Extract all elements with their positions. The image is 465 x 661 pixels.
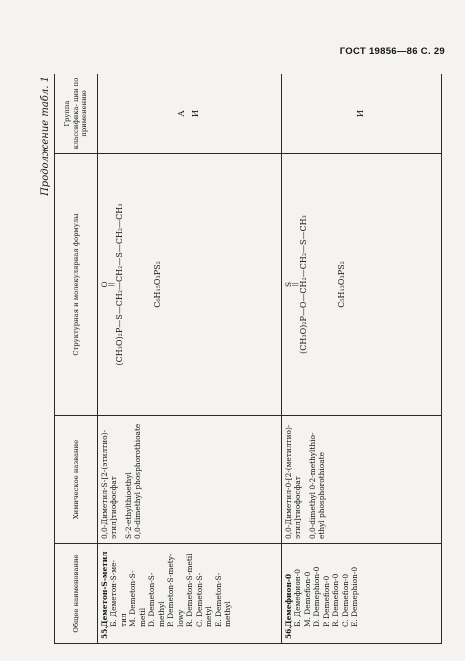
- chemical-name-en: 0,0-dimethyl phosphorothioate: [133, 423, 143, 539]
- structural-formula: (CH₃O)₂P—O—CH₂—CH₂—S—CH₃: [298, 215, 308, 354]
- structure-double-bond: ||: [292, 282, 300, 287]
- molecular-formula: C₅H₁₃O₃PS₂: [337, 261, 347, 308]
- name-line: C. Demeton-S-: [194, 572, 204, 627]
- name-line: М. Demefion-0: [302, 571, 312, 627]
- common-name-cell: [98, 544, 282, 644]
- name-line: E. Demeton-S-: [213, 572, 223, 627]
- formula-cell: [98, 154, 282, 416]
- column-header-formula: Структурная и молекулярная формулы: [55, 154, 98, 416]
- rotated-content: [40, 74, 455, 644]
- row-title: 56.Демефион-0: [284, 573, 293, 639]
- group-value: И: [356, 109, 367, 118]
- molecular-formula: C₆H₁₅O₃PS₂: [153, 261, 163, 308]
- chemical-name-cell: [98, 416, 282, 544]
- column-header-common-name: Общее наименование: [55, 544, 98, 644]
- table-row: [98, 74, 282, 644]
- name-line: P. Demeton-S-mety-: [166, 553, 176, 627]
- name-line: C. Demefion-0: [340, 573, 350, 627]
- chemical-name-en: S-2-ethylthioethyl: [123, 472, 133, 539]
- chemical-name-en: ethyl phosphorothioate: [317, 452, 327, 539]
- rotated-table-area: [40, 74, 455, 644]
- structure-double-bond: ||: [108, 282, 116, 287]
- row-title: 55.Деметон-S-метил: [100, 551, 109, 639]
- structural-formula: (CH₃O)₂P—S—CH₂—CH₂—S—CH₂—CH₃: [114, 203, 124, 366]
- name-line: тил: [118, 613, 128, 627]
- name-line: methyl: [223, 601, 233, 627]
- formula-cell: [282, 154, 442, 416]
- column-header-chemical-name: Химическое название: [55, 416, 98, 544]
- name-line: М. Demeton-S-: [128, 570, 138, 627]
- row-number: 56.: [284, 626, 293, 639]
- table-row: [282, 74, 442, 644]
- continuation-label: Продолжение табл. 1: [40, 76, 51, 196]
- name-line: R. Demeton-S-metil: [185, 553, 195, 627]
- name-line: metyl: [204, 606, 214, 627]
- table-header-row: [55, 74, 98, 644]
- chemical-name-ru: этил]тиофосфат: [293, 476, 303, 539]
- column-header-group: Группа классифика- ции по применению: [55, 74, 98, 154]
- chemical-name-ru: 0,0-Диметил-S-[2-(этилтио)-: [100, 429, 109, 539]
- group-value: И: [191, 109, 201, 118]
- name-line: P. Demefion-0: [321, 575, 331, 627]
- name-line: metil: [137, 607, 147, 627]
- chemical-name-ru: 0,0-Диметил-0-[2-(метилтио)-: [284, 424, 293, 539]
- structure-double-bond-atom: O: [100, 281, 109, 288]
- name-line: D. Demephion-0: [312, 566, 322, 627]
- structure-double-bond-atom: S: [284, 281, 293, 288]
- classification-table: [54, 74, 442, 644]
- name-line: lowy: [175, 609, 185, 627]
- row-number: 55.: [100, 626, 109, 639]
- group-cell: [98, 74, 282, 154]
- chemical-name-ru: этил]тиофосфат: [109, 476, 119, 539]
- chemical-name-en: 0,0-dimethyl 0-2-methylthio-: [307, 432, 317, 539]
- group-value: А: [177, 110, 188, 117]
- name-line: D. Demeton-S-: [147, 572, 157, 627]
- name-line: methyl: [156, 601, 166, 627]
- group-cell: [282, 74, 442, 154]
- page-header: ГОСТ 19856—86 С. 29: [339, 46, 445, 57]
- name-line: E. Demephion-0: [350, 566, 360, 627]
- common-name-cell: [282, 544, 442, 644]
- name-line: Б. Деметон-S-ме-: [109, 559, 119, 627]
- chemical-name-cell: [282, 416, 442, 544]
- name-line: Б. Демефион-0: [293, 569, 303, 627]
- name-line: R. Demefion-0: [331, 573, 341, 627]
